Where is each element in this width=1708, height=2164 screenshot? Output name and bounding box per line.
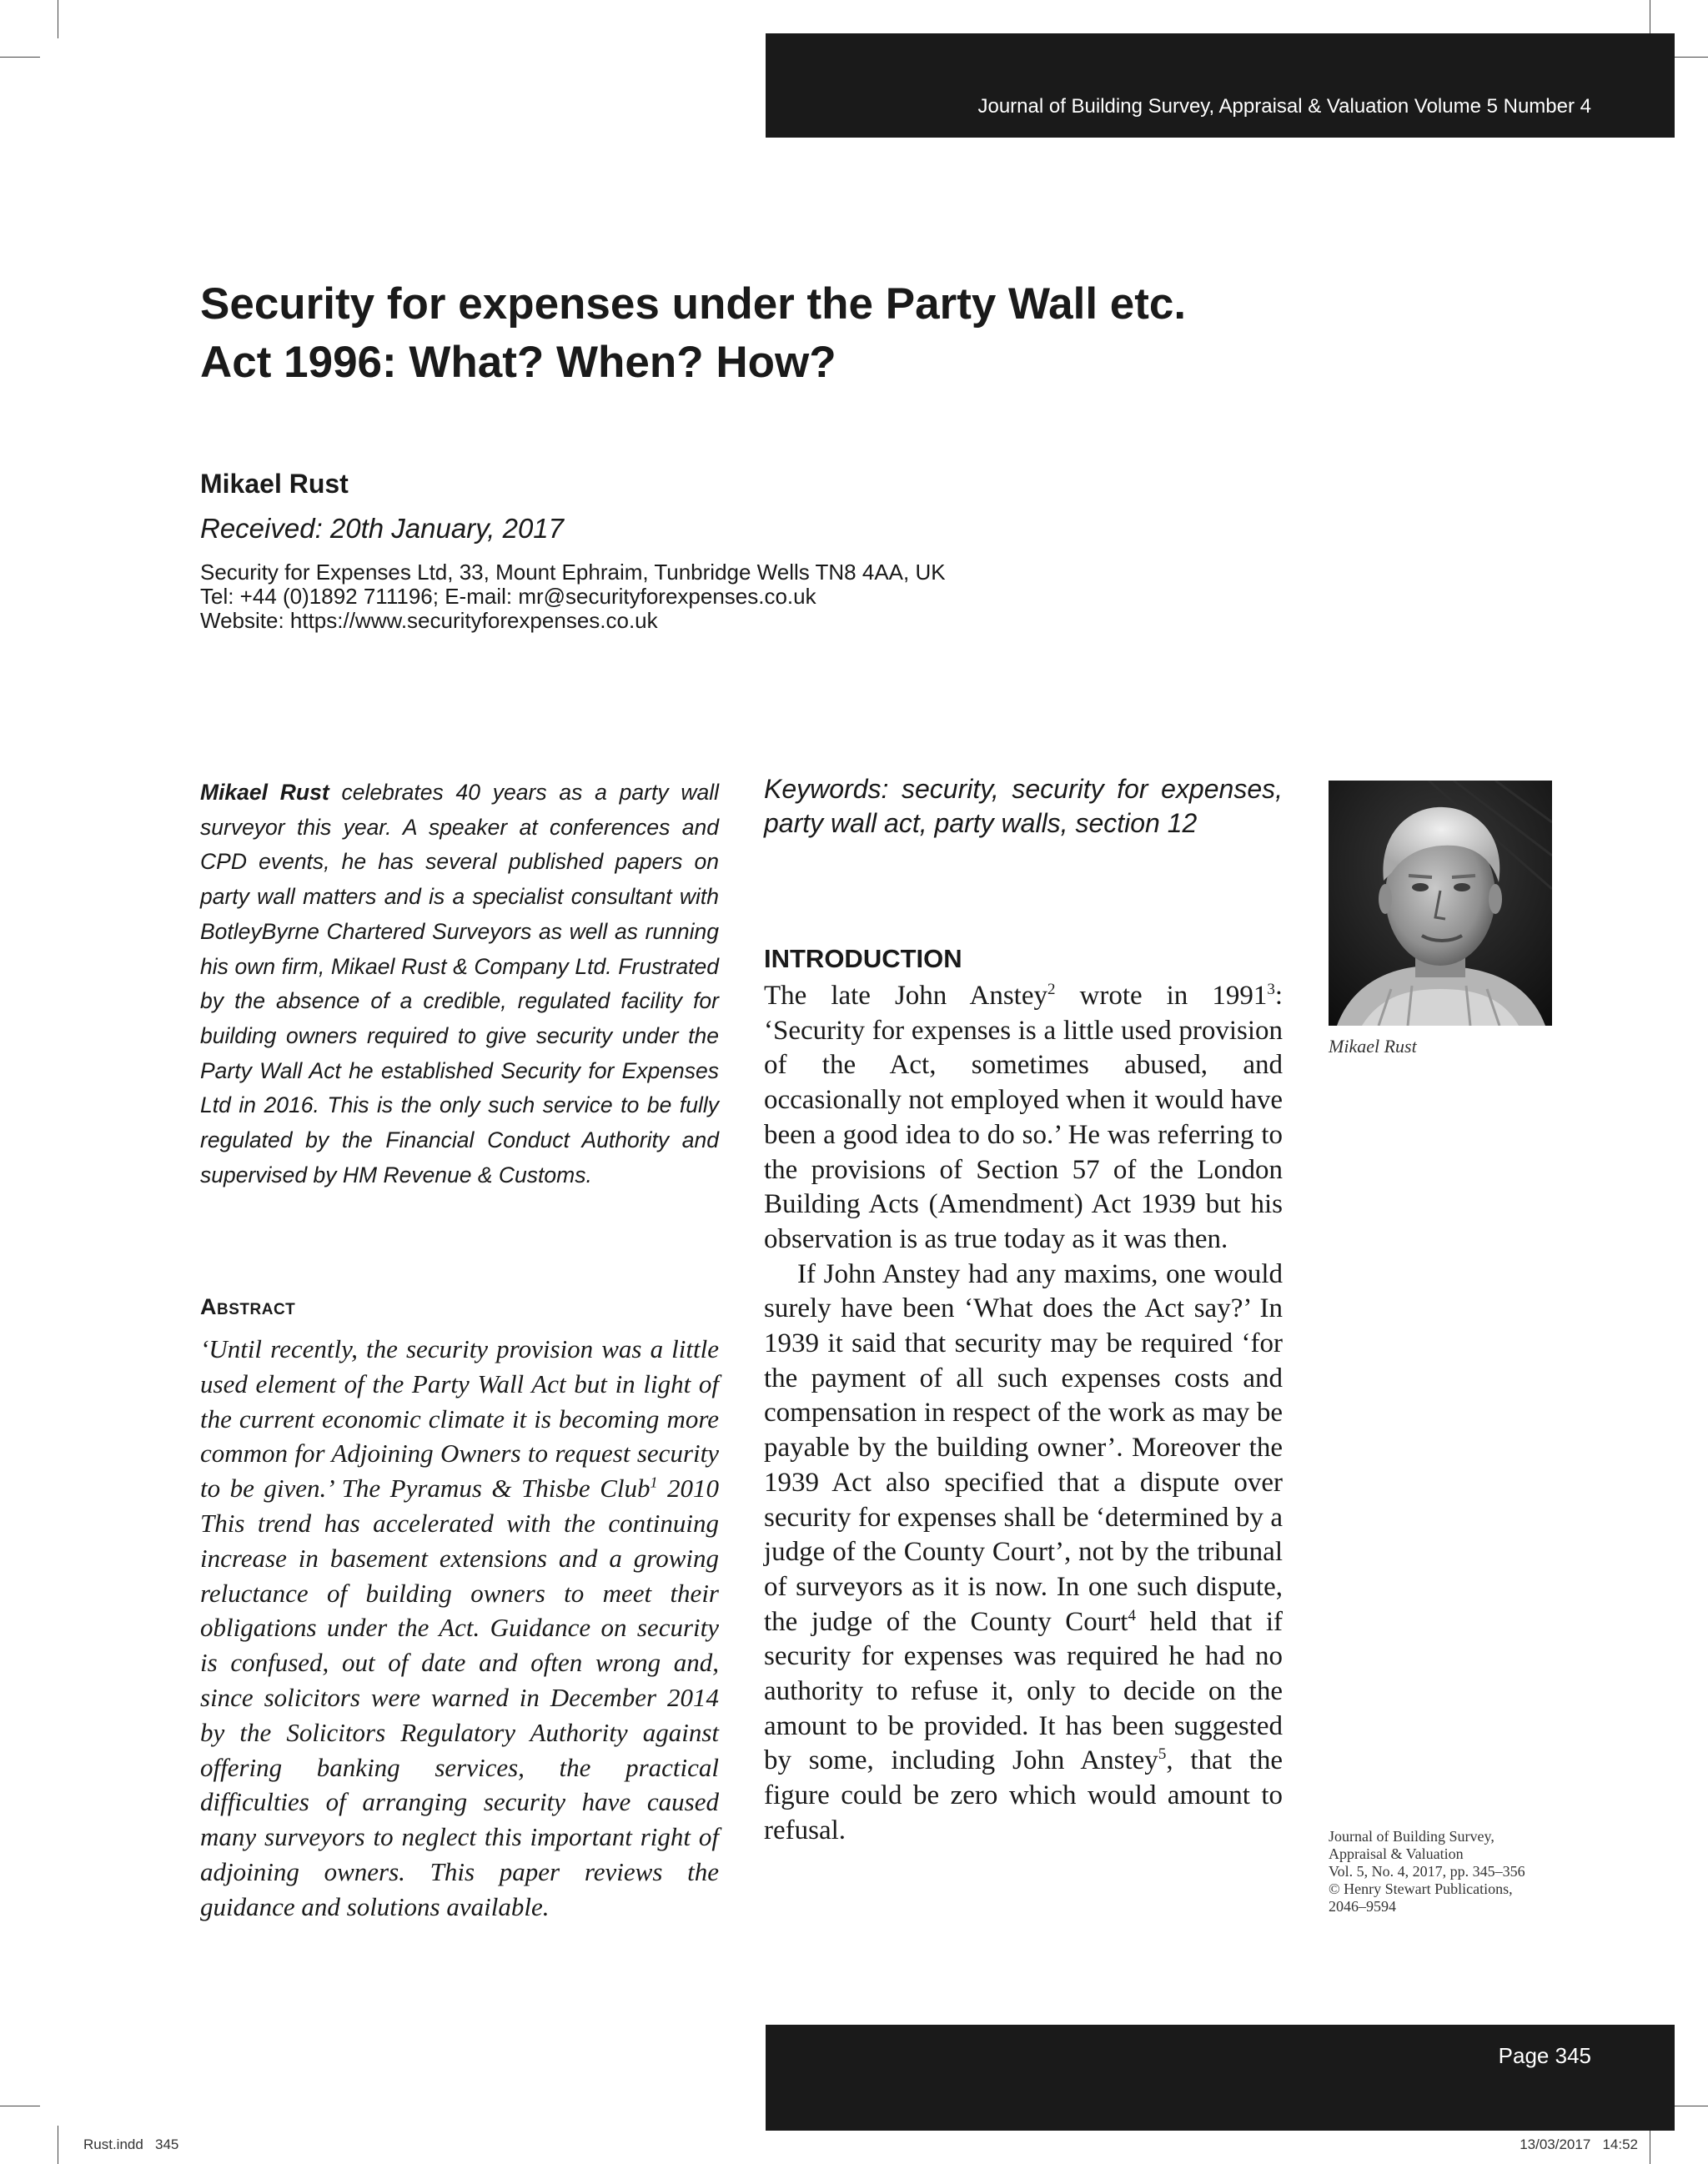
intro-text: The late John Anstey — [764, 981, 1047, 1011]
author-photo-illustration — [1329, 781, 1552, 1026]
keywords-label: Keywords: — [764, 774, 889, 804]
page-footer — [766, 2025, 1675, 2131]
intro-text: held that if security for expenses was required he had no authority to refuse it, only to decide on the amount to be provided. It has been suggested by some, including John Anstey — [764, 1606, 1283, 1776]
photo-caption: Mikael Rust — [1329, 1036, 1417, 1057]
footnote-ref: 5 — [1158, 1745, 1167, 1764]
footnote-ref: 4 — [1128, 1606, 1136, 1624]
print-slug-date: 13/03/2017 14:52 — [1520, 2136, 1638, 2152]
author-bio — [200, 776, 719, 1192]
author-name: Mikael Rust — [200, 469, 349, 499]
citation-block — [1329, 1828, 1579, 1915]
introduction-body — [764, 979, 1283, 1849]
journal-header — [766, 33, 1675, 138]
journal-name: Journal of Building Survey, Appraisal & Valuation Volume 5 Number 4 — [977, 95, 1591, 118]
bio-name: Mikael Rust — [200, 780, 329, 805]
footnote-ref: 1 — [650, 1474, 658, 1491]
contact-phone-email: Tel: +44 (0)1892 711196; E-mail: mr@securityforexpenses.co.uk — [200, 584, 816, 609]
received-date: Received: 20th January, 2017 — [200, 513, 565, 544]
intro-text: wrote in 1991 — [1055, 981, 1268, 1011]
author-photo — [1329, 781, 1552, 1026]
contact-website: Website: https://www.securityforexpenses.co.uk — [200, 608, 658, 633]
intro-text: If John Anstey had any maxims, one would surely have been ‘What does the Act say?’ In 1939 it said that security may be required ‘for the payment of all such expenses costs and compensation in respect of the work as may be payable by the building owner’. Moreover the 1939 Act also specified that a dispute over security for expenses shall be ‘determined by a judge of the County Court’, not by the tribunal of surveyors as it is now. In one such dispute, the judge of the County Court — [764, 1258, 1283, 1637]
print-slug-file: Rust.indd 345 — [83, 2136, 179, 2152]
crop-mark — [0, 57, 40, 58]
abstract-text-part: 2010 This trend has accelerated with the continuing increase in basement extensions and a growing reluctance of building owners to meet their obligations under the Act. Guidance on security is confused, out of date and often wrong and, since solicitors were warned in December 2014 by the Solicitors Regulatory Authority against offering banking services, the practical difficulties of arranging security have caused many surveyors to neglect this important right of adjoining owners. This paper reviews the guidance and solutions available. — [200, 1474, 720, 1921]
citation-line: Journal of Building Survey, — [1329, 1828, 1494, 1845]
citation-line: © Henry Stewart Publications, — [1329, 1880, 1513, 1897]
footnote-ref: 3 — [1267, 981, 1275, 998]
bio-text: celebrates 40 years as a party wall surveyor this year. A speaker at conferences and CPD events, he has several published papers on party wall matters and is a specialist consultant with BotleyByrne Chartered Surveyors as well as running his own firm, Mikael Rust & Company Ltd. Frustrated by the absence of a credible, regulated facility for building owners required to give security under the Party Wall Act he established Security for Expenses Ltd in 2016. This is the only such service to be fully regulated by the Financial Conduct Authority and supervised by HM Revenue & Customs. — [200, 780, 719, 1187]
intro-paragraph — [764, 1258, 1283, 1849]
keywords — [764, 772, 1283, 841]
footnote-ref: 2 — [1047, 981, 1056, 998]
author-contact — [200, 560, 946, 633]
keywords-text: security, security for expenses, party wall act, party walls, section 12 — [764, 774, 1283, 838]
contact-address: Security for Expenses Ltd, 33, Mount Ephraim, Tunbridge Wells TN8 4AA, UK — [200, 560, 946, 585]
abstract-heading: Abstract — [200, 1294, 296, 1319]
page-number: Page 345 — [1498, 2043, 1591, 2068]
intro-text: , that the figure could be zero which would amount to refusal. — [764, 1745, 1283, 1845]
introduction-heading: INTRODUCTION — [764, 944, 962, 973]
abstract-text-part: ‘Until recently, the security provision was a little used element of the Party Wall Act but in light of the current economic climate it is becoming more common for Adjoining Owners to request security to be given.’ The Pyramus & Thisbe Club — [200, 1334, 719, 1504]
citation-line: Vol. 5, No. 4, 2017, pp. 345–356 — [1329, 1863, 1525, 1880]
abstract-text — [200, 1332, 719, 1925]
citation-line: 2046–9594 — [1329, 1898, 1396, 1915]
intro-text: : ‘Security for expenses is a little used provision of the Act, sometimes abused, and occasionally not employed when it would have been a good idea to do so.’ He was referring to the provisions of Section 57 of the London Building Acts (Amendment) Act 1939 but his observation is as true today as it was then. — [764, 981, 1283, 1254]
article-title: Security for expenses under the Party Wall etc. Act 1996: What? When? How? — [200, 279, 1187, 387]
intro-paragraph — [764, 979, 1283, 1258]
citation-line: Appraisal & Valuation — [1329, 1845, 1464, 1862]
